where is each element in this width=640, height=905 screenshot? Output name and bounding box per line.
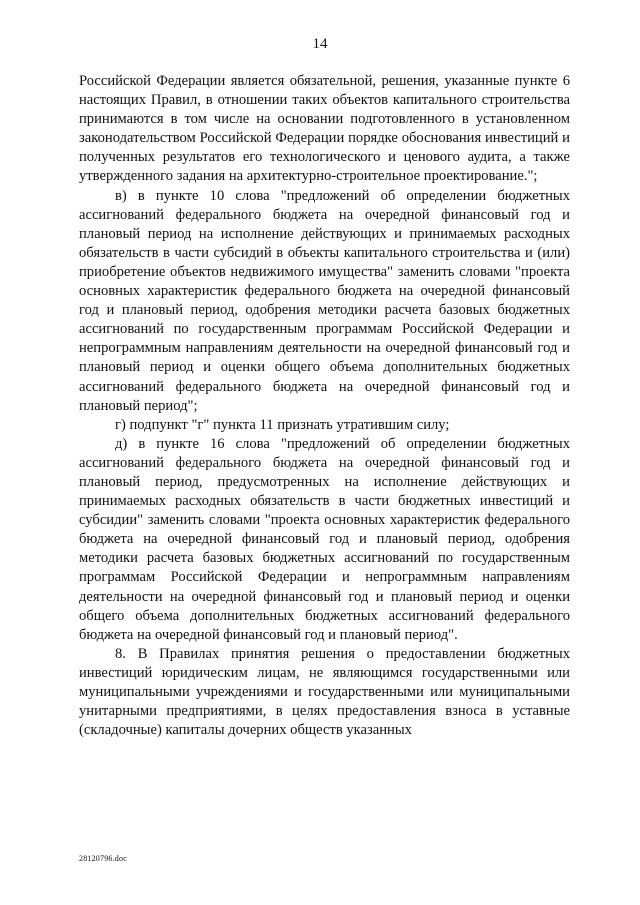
page-number: 14 (312, 36, 328, 52)
document-body (79, 72, 570, 740)
paragraph: 8. В Правилах принятия решения о предоставлении бюджетных инвестиций юридическим лицам, не являющимся государственными или муниципальными учреждениями и государственными или муниципальными унитарными предприятиями, в целях предоставления взноса в уставные (складочные) капиталы дочерних обществ указанных (79, 645, 570, 739)
paragraph: г) подпункт "г" пункта 11 признать утратившим силу; (115, 416, 450, 433)
document-code: 28120796.doc (79, 854, 127, 863)
paragraph: Российской Федерации является обязательной, решения, указанные пункте 6 настоящих Правил, в отношении таких объектов капитального строительства принимаются в том числе на основании подготовленного в установленном законодательством Российской Федерации порядке обоснования инвестиций и полученных результатов его технологического и ценового аудита, а также утвержденного задания на архитектурно-строительное проектирование."; (79, 73, 570, 185)
paragraph: в) в пункте 10 слова "предложений об определении бюджетных ассигнований федерального бюджета на очередной финансовый год и плановый период на исполнение действующих и принимаемых расходных обязательств в части субсидий в объекты капитального строительства и (или) приобретение объектов недвижимого имущества" заменить словами "проекта основных характеристик федерального бюджета на очередной финансовый год и плановый период, одобрения методики расчета базовых бюджетных ассигнований по государственным программам Российской Федерации и непрограммным направлениям деятельности на очередной финансовый год и плановый период и оценки общего объема дополнительных бюджетных ассигнований федерального бюджета на очередной финансовый год и плановый период"; (79, 187, 570, 414)
paragraph: д) в пункте 16 слова "предложений об определении бюджетных ассигнований федерального бюджета на очередной финансовый год и плановый период, предусмотренных на исполнение действующих и принимаемых расходных обязательств в части бюджетных инвестиций и субсидии" заменить словами "проекта основных характеристик федерального бюджета на очередной финансовый год и плановый период, одобрения методики расчета базовых бюджетных ассигнований по государственным программам Российской Федерации и непрограммным направлениям деятельности на очередной финансовый год и плановый период и оценки общего объема дополнительных бюджетных ассигнований федерального бюджета на очередной финансовый год и плановый период". (79, 435, 570, 643)
